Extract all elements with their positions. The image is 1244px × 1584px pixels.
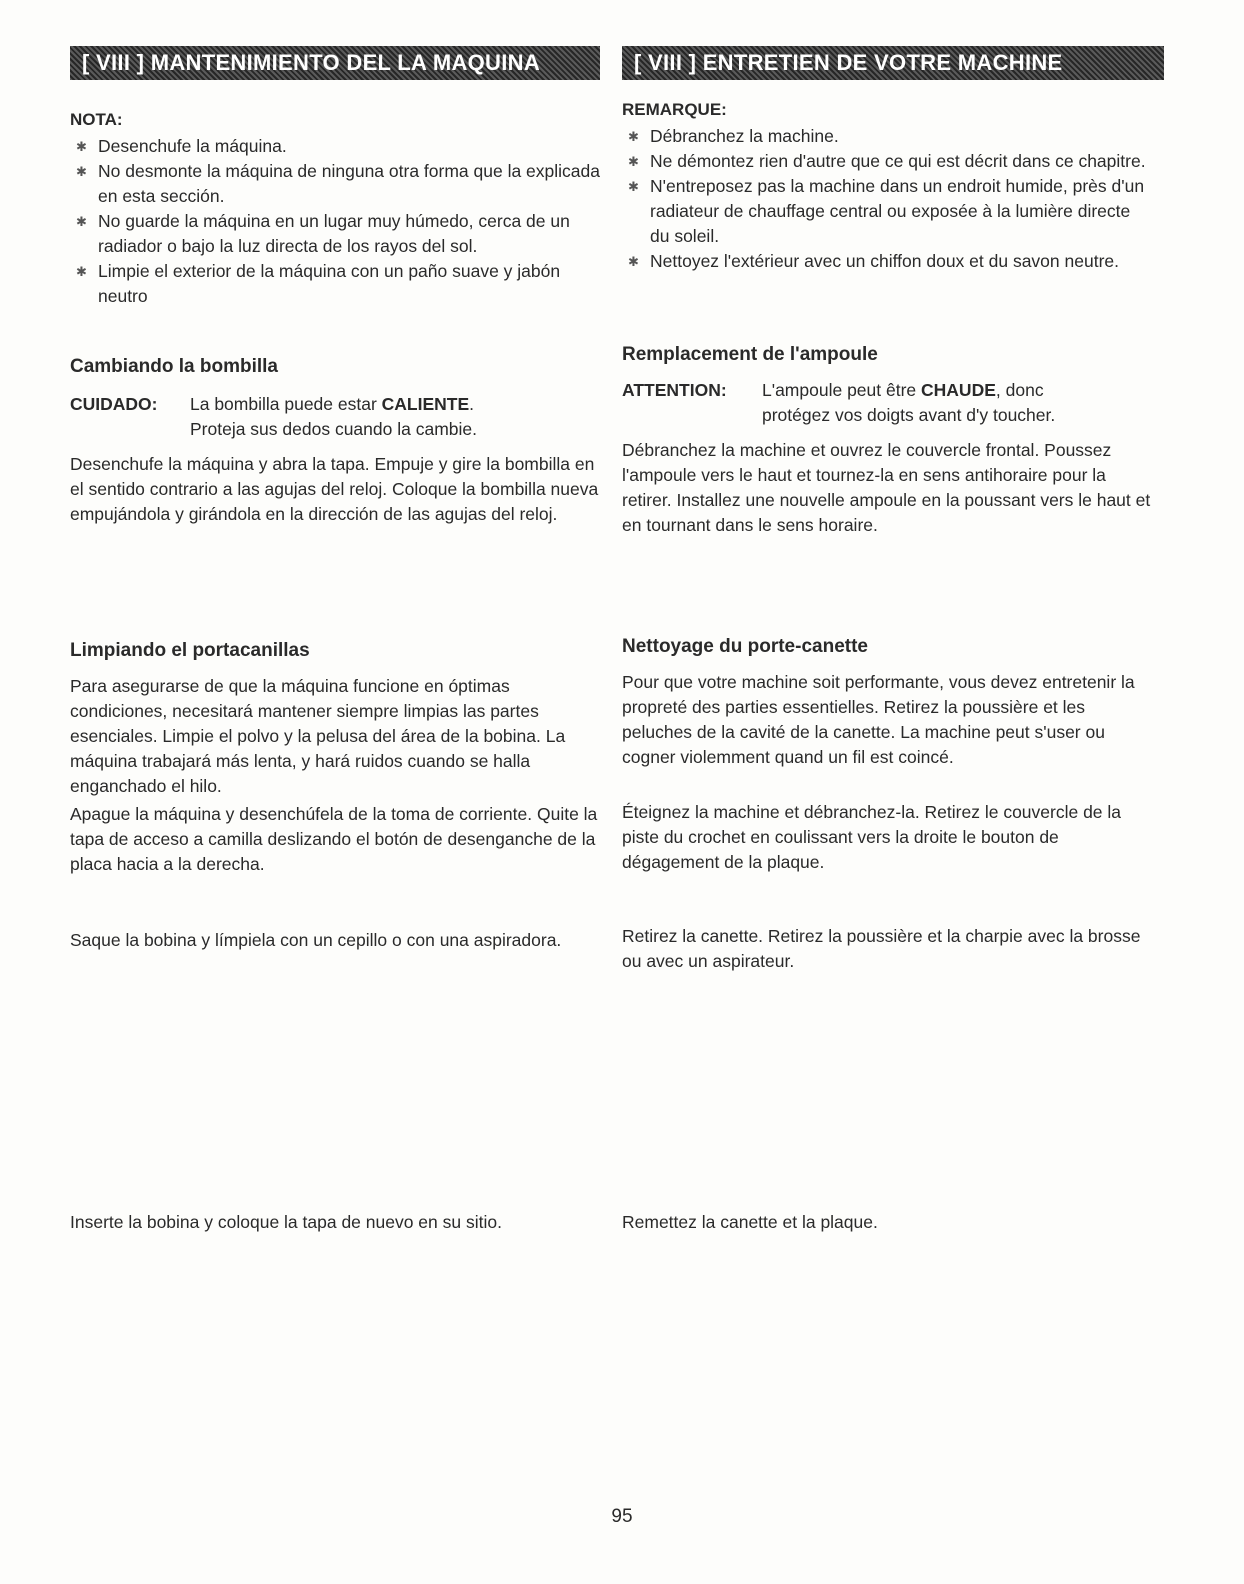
list-item: ✱ Desenchufe la máquina. xyxy=(70,134,600,159)
note-label-es: NOTA: xyxy=(70,110,123,129)
list-item: ✱ N'entreposez pas la machine dans un endroit humide, près d'un radiateur de chauffage central ou exposée à la lumière directe du soleil. xyxy=(628,176,1145,246)
list-item: ✱ Ne démontez rien d'autre que ce qui est décrit dans ce chapitre. xyxy=(622,149,1152,174)
bobbin-p4-es: Inserte la bobina y coloque la tapa de nuevo en su sitio. xyxy=(70,1212,502,1232)
bobbin-p2-es: Apague la máquina y desenchúfela de la toma de corriente. Quite la tapa de acceso a camilla deslizando el botón de desenganche de la placa hacia a la derecha. xyxy=(70,804,598,874)
bobbin-heading-es: Limpiando el portacanillas xyxy=(70,640,310,661)
asterisk-icon: ✱ xyxy=(628,129,639,144)
bobbin-p2-fr: Éteignez la machine et débranchez-la. Retirez le couvercle de la piste du crochet en coulissant vers la droite le bouton de dégagement de la plaque. xyxy=(622,802,1122,872)
note-block-fr xyxy=(622,100,1152,274)
bobbin-heading-fr: Nettoyage du porte-canette xyxy=(622,636,868,657)
caution-label-fr: ATTENTION: xyxy=(622,380,727,400)
page-number: 95 xyxy=(611,1506,633,1527)
asterisk-icon: ✱ xyxy=(628,179,639,194)
bulb-caution-es xyxy=(70,392,600,442)
list-item: ✱ No desmonte la máquina de ninguna otra forma que la explicada en esta sección. xyxy=(76,161,600,206)
caution-text-es: La bombilla puede estar CALIENTE. Proteja sus dedos cuando la cambie. xyxy=(190,394,477,439)
asterisk-icon: ✱ xyxy=(628,254,639,269)
section-banner-es: [ VIII ] MANTENIMIENTO DEL LA MAQUINA xyxy=(70,46,600,80)
list-item: ✱ No guarde la máquina en un lugar muy húmedo, cerca de un radiador o bajo la luz directa de los rayos del sol. xyxy=(76,211,570,256)
bulb-heading-es: Cambiando la bombilla xyxy=(70,356,278,377)
bobbin-p3-fr: Retirez la canette. Retirez la poussière et la charpie avec la brosse ou avec un aspirateur. xyxy=(622,926,1141,971)
asterisk-icon: ✱ xyxy=(76,139,87,154)
bobbin-p4-fr: Remettez la canette et la plaque. xyxy=(622,1212,878,1232)
note-list-fr xyxy=(622,124,1152,274)
bulb-heading-fr: Remplacement de l'ampoule xyxy=(622,344,878,365)
bulb-text-fr: Débranchez la machine et ouvrez le couvercle frontal. Poussez l'ampoule vers le haut et tournez-la en sens antihoraire pour la retirer. Installez une nouvelle ampoule en la poussant vers le haut et en tournant dans le sens horaire. xyxy=(622,440,1151,535)
section-banner-fr: [ VIII ] ENTRETIEN DE VOTRE MACHINE xyxy=(622,46,1164,80)
asterisk-icon: ✱ xyxy=(76,264,87,279)
caution-text-fr: L'ampoule peut être CHAUDE, donc protégez vos doigts avant d'y toucher. xyxy=(762,380,1056,425)
note-list-es xyxy=(70,134,600,309)
asterisk-icon: ✱ xyxy=(76,164,87,179)
note-label-fr: REMARQUE: xyxy=(622,100,727,119)
asterisk-icon: ✱ xyxy=(628,154,639,169)
bulb-section-es xyxy=(70,356,600,378)
bulb-caution-fr xyxy=(622,378,1152,428)
caution-label-es: CUIDADO: xyxy=(70,394,158,414)
bobbin-p3-es: Saque la bobina y límpiela con un cepillo o con una aspiradora. xyxy=(70,930,562,950)
note-block-es xyxy=(70,110,600,309)
list-item: ✱ Débranchez la machine. xyxy=(622,124,1152,149)
list-item: ✱ Nettoyez l'extérieur avec un chiffon doux et du savon neutre. xyxy=(622,249,1152,274)
list-item: ✱ Limpie el exterior de la máquina con un paño suave y jabón neutro xyxy=(76,261,561,306)
bulb-section-fr xyxy=(622,344,1152,366)
bulb-text-es: Desenchufe la máquina y abra la tapa. Empuje y gire la bombilla en el sentido contrario a las agujas del reloj. Coloque la bombilla nueva empujándola y girándola en la dirección de las agujas del reloj. xyxy=(70,454,599,524)
bobbin-p1-fr: Pour que votre machine soit performante, vous devez entretenir la propreté des parties essentielles. Retirez la poussière et les peluches de la cavité de la canette. La machine peut s'user ou cogner violemment quand un fil est coincé. xyxy=(622,672,1135,767)
bobbin-p1-es: Para asegurarse de que la máquina funcione en óptimas condiciones, necesitará mantener siempre limpias las partes esenciales. Limpie el polvo y la pelusa del área de la bobina. La máquina trabajará más lenta, y hará ruidos cuando se halla enganchado el hilo. xyxy=(70,676,566,796)
asterisk-icon: ✱ xyxy=(76,214,87,229)
bobbin-section-es xyxy=(70,640,600,662)
bobbin-section-fr xyxy=(622,636,1152,658)
